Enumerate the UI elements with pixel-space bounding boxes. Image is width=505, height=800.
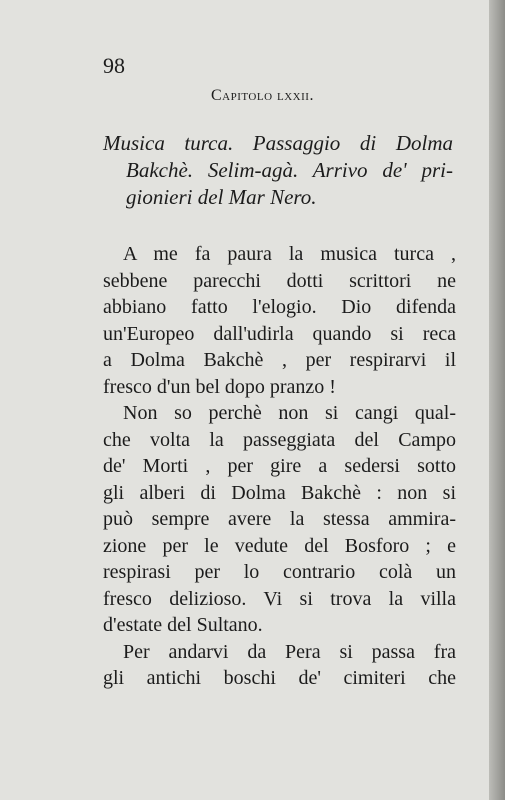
body-line: può sempre avere la stessa ammira-: [103, 508, 456, 530]
body-line: fresco d'un bel dopo pranzo !: [103, 375, 336, 398]
summary-line: gionieri del Mar Nero.: [126, 185, 317, 209]
chapter-summary: [103, 130, 453, 211]
body-line: zione per le vedute del Bosforo ; e: [103, 534, 456, 557]
body-line: un'Europeo dall'udirla quando si reca: [103, 322, 456, 345]
page-number: 98: [103, 53, 125, 78]
summary-line: Bakchè. Selim-agà. Arrivo de' pri-: [126, 158, 453, 182]
book-spine-edge: [489, 0, 505, 800]
body-line: a Dolma Bakchè , per respirarvi il: [103, 349, 456, 371]
body-line: fresco delizioso. Vi si trova la villa: [103, 587, 456, 610]
body-line: de' Morti , per gire a sedersi sotto: [103, 455, 456, 477]
body-text: [103, 241, 456, 692]
body-line: respirasi per lo contrario colà un: [103, 561, 456, 583]
body-line: sebbene parecchi dotti scrittori ne: [103, 269, 456, 292]
body-line: A me fa paura la musica turca ,: [123, 243, 456, 265]
body-line: gli alberi di Dolma Bakchè : non si: [103, 481, 456, 504]
body-line: abbiano fatto l'elogio. Dio difenda: [103, 296, 456, 318]
chapter-heading: Capitolo lxxii.: [211, 87, 314, 104]
body-line: gli antichi boschi de' cimiteri che: [103, 667, 456, 689]
body-line: d'estate del Sultano.: [103, 614, 263, 636]
body-line: che volta la passeggiata del Campo: [103, 428, 456, 451]
body-line: Per andarvi da Pera si passa fra: [123, 640, 456, 663]
body-line: Non so perchè non si cangi qual-: [123, 402, 456, 424]
summary-line: Musica turca. Passaggio di Dolma: [103, 131, 453, 155]
